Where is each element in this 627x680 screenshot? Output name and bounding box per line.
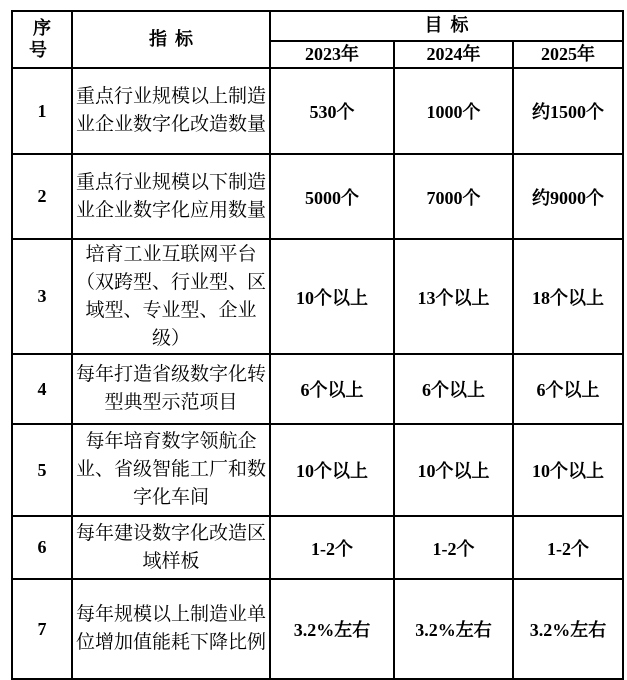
- row-number: 3: [12, 239, 72, 354]
- indicator-cell: 每年培育数字领航企业、省级智能工厂和数字化车间: [72, 424, 270, 516]
- indicator-cell: 培育工业互联网平台（双跨型、行业型、区域型、专业型、企业级）: [72, 239, 270, 354]
- indicator-cell: 重点行业规模以上制造业企业数字化改造数量: [72, 68, 270, 154]
- target-2025-cell: 1-2个: [513, 516, 623, 579]
- target-2024-cell: 13个以上: [394, 239, 513, 354]
- header-year-2024: 2024年: [394, 41, 513, 68]
- target-2025-cell: 18个以上: [513, 239, 623, 354]
- table-row: [12, 579, 623, 679]
- row-number: 4: [12, 354, 72, 424]
- header-serial-number: 序号: [12, 11, 72, 68]
- target-2024-cell: 3.2%左右: [394, 579, 513, 679]
- header-row-top: [12, 11, 623, 41]
- header-target: 目标: [270, 11, 623, 41]
- header-year-2025: 2025年: [513, 41, 623, 68]
- target-2024-cell: 6个以上: [394, 354, 513, 424]
- target-2024-cell: 10个以上: [394, 424, 513, 516]
- target-2025-cell: 约1500个: [513, 68, 623, 154]
- table-row: [12, 516, 623, 579]
- row-number: 7: [12, 579, 72, 679]
- indicator-cell: 每年建设数字化改造区域样板: [72, 516, 270, 579]
- target-2023-cell: 10个以上: [270, 424, 394, 516]
- target-2025-cell: 6个以上: [513, 354, 623, 424]
- target-2024-cell: 1000个: [394, 68, 513, 154]
- table-row: [12, 424, 623, 516]
- header-year-2023: 2023年: [270, 41, 394, 68]
- target-2023-cell: 6个以上: [270, 354, 394, 424]
- row-number: 2: [12, 154, 72, 239]
- indicator-cell: 重点行业规模以下制造业企业数字化应用数量: [72, 154, 270, 239]
- target-2024-cell: 7000个: [394, 154, 513, 239]
- target-2023-cell: 10个以上: [270, 239, 394, 354]
- table-row: [12, 68, 623, 154]
- target-2023-cell: 5000个: [270, 154, 394, 239]
- table-row: [12, 354, 623, 424]
- header-indicator: 指标: [72, 11, 270, 68]
- indicator-cell: 每年打造省级数字化转型典型示范项目: [72, 354, 270, 424]
- targets-table: [11, 10, 624, 680]
- target-2023-cell: 530个: [270, 68, 394, 154]
- target-2025-cell: 10个以上: [513, 424, 623, 516]
- indicator-cell: 每年规模以上制造业单位增加值能耗下降比例: [72, 579, 270, 679]
- target-2025-cell: 约9000个: [513, 154, 623, 239]
- target-2023-cell: 3.2%左右: [270, 579, 394, 679]
- target-2023-cell: 1-2个: [270, 516, 394, 579]
- row-number: 6: [12, 516, 72, 579]
- target-2025-cell: 3.2%左右: [513, 579, 623, 679]
- document-page: [11, 10, 624, 680]
- row-number: 5: [12, 424, 72, 516]
- table-row: [12, 239, 623, 354]
- target-2024-cell: 1-2个: [394, 516, 513, 579]
- row-number: 1: [12, 68, 72, 154]
- table-row: [12, 154, 623, 239]
